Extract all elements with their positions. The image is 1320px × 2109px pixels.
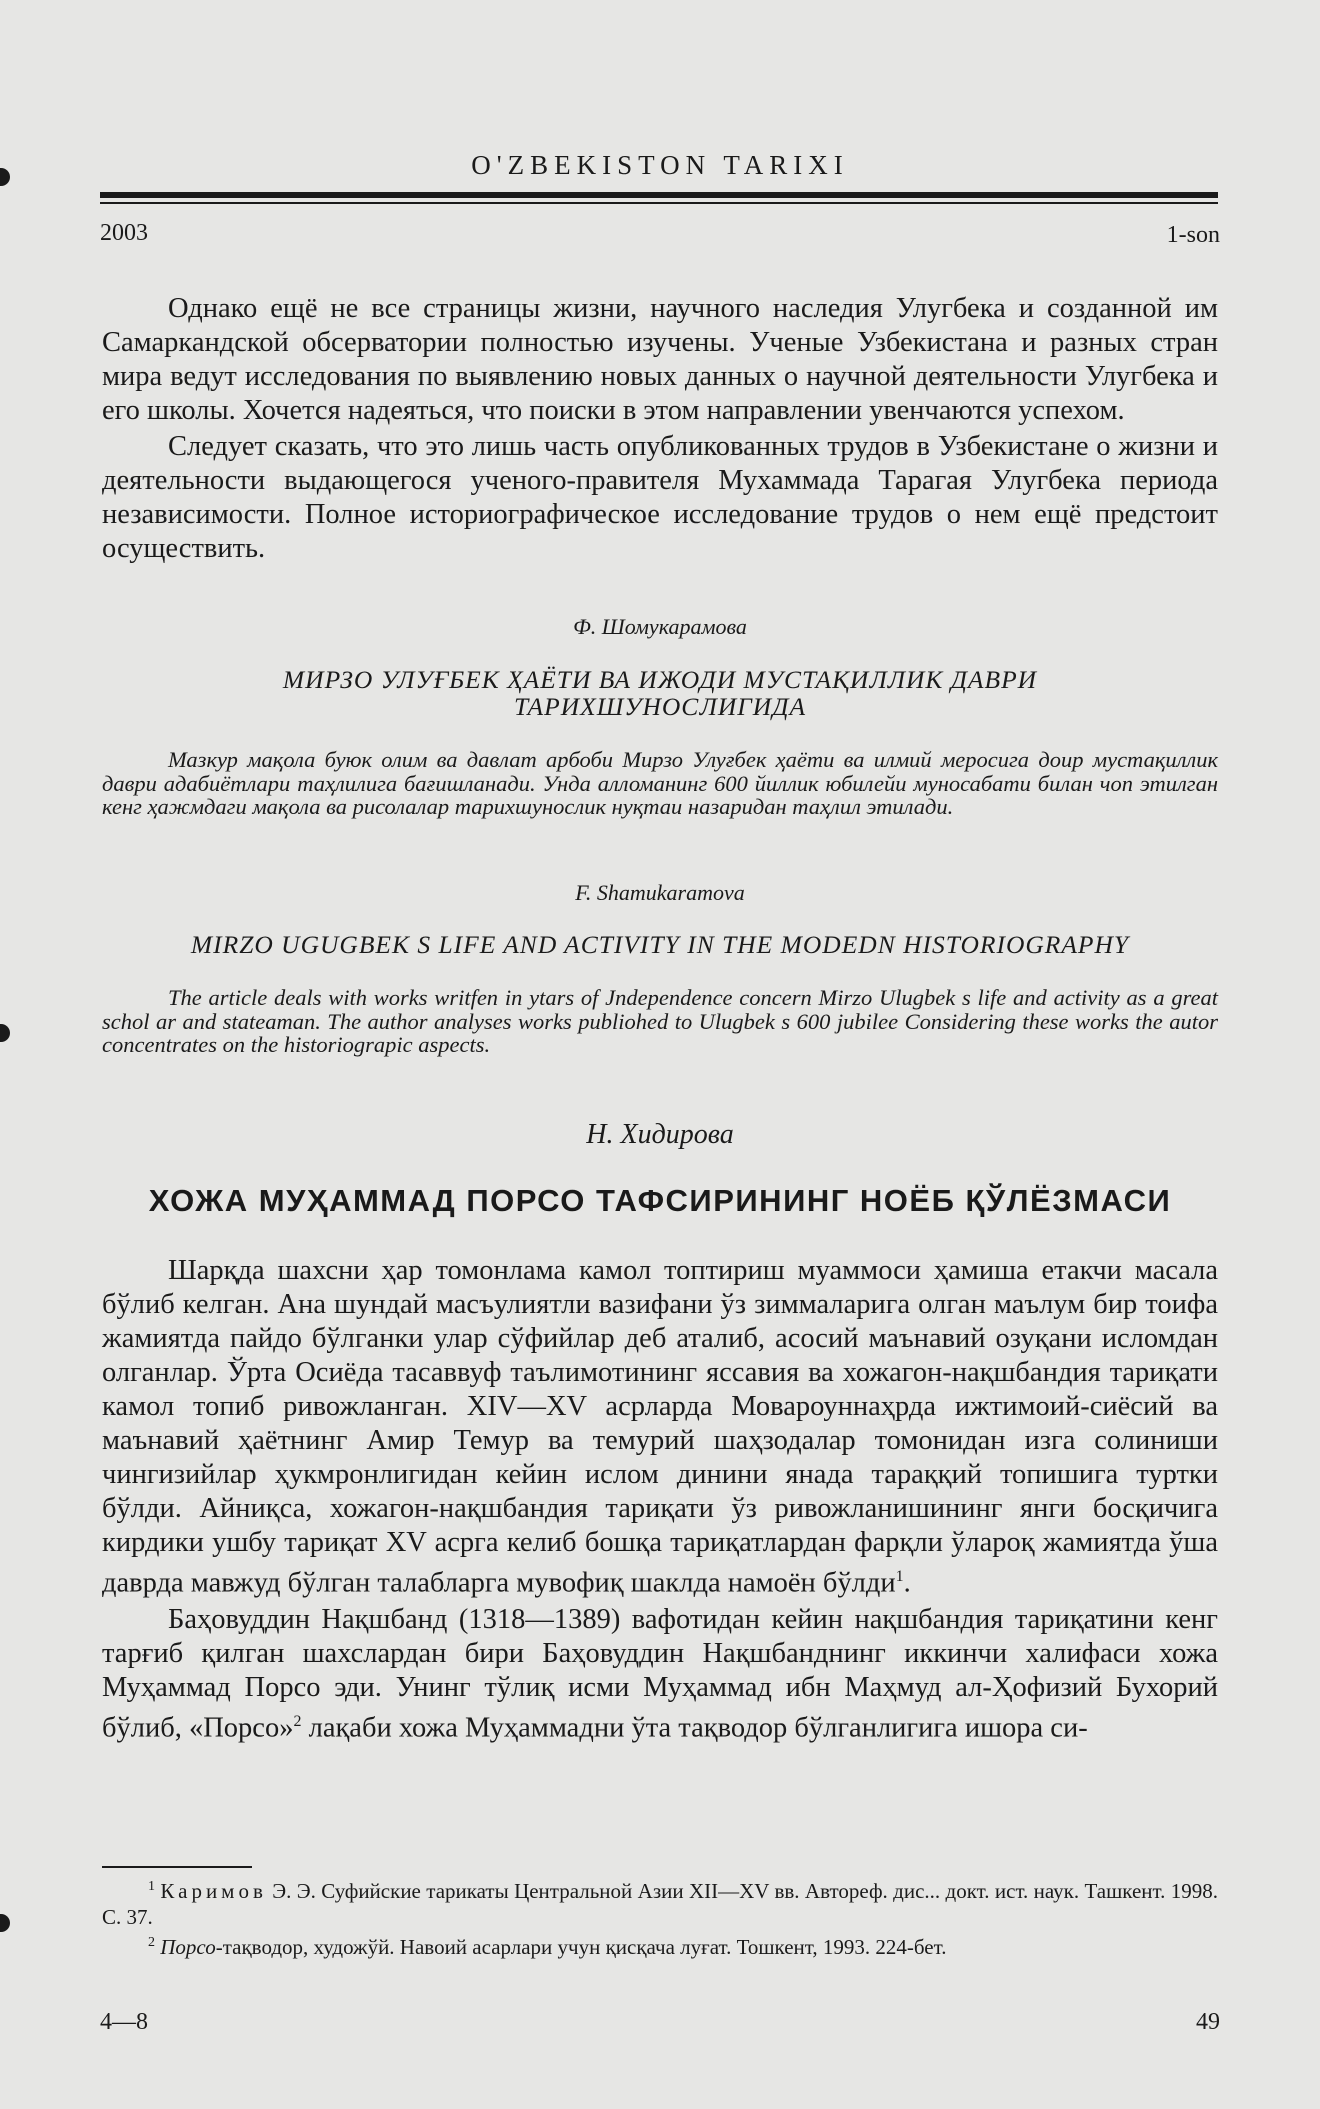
footnote-text: -тақводор, художўй. Навоий асарлари учун қисқача луғат. Тошкент, 1993. 224-бет.: [215, 1935, 947, 1959]
header-rule-thick: [100, 192, 1218, 198]
footnote-ref: 1: [895, 1568, 904, 1585]
section1-author: Ф. Шомукарамова: [573, 614, 747, 639]
article-paragraph-text: Шарқда шахсни ҳар томонлама камол топтириш муаммоси ҳамиша етакчи масала бўлиб келган. Ана шундай масъулиятли вазифани ўз зиммаларига олган маълум бир тоифа жамиятда пайдо бўлганки улар сўфийлар деб аталиб, асосий маънавий озуқани исломдан олганлар. Ўрта Осиёда тасаввуф таълимотининг яссавия ва хожагон-нақшбандия тариқати камол топиб ривожланган. XIV—XV асрларда Мовароуннаҳрда ижтимоий-сиёсий ва маънавий ҳаётнинг Амир Темур ва темурий шаҳзодалар томонидан изга солиниши чингизийлар ҳукмронлигидан кейин ислом динини янада тараққий топишига туртки бўлди. Айниқса, хожагон-нақшбандия тариқати ўз ривожланишининг янги босқичига кирдики ушбу тариқат XV асрга келиб бошқа тариқатлардан фарқли ўлароқ жамиятда ўша даврда мавжуд бўлган талабларга мувофиқ шаклда намоён бўлди: [102, 1255, 1218, 1599]
footnote-rule: [102, 1866, 252, 1868]
binding-hole: [0, 1914, 10, 1932]
section1-paragraph: Однако ещё не все страницы жизни, научного наследия Улугбека и созданной им Самаркандской обсерватории полностью изучены. Ученые Узбекистана и разных стран мира ведут исследования по выявлению новых данных о научной деятельности Улугбека и его школы. Хочется надеяться, что поиски в этом направлении увенчаются успехом.: [102, 293, 1218, 426]
abstract-en-title: MIRZO UGUGBEK S LIFE AND ACTIVITY IN THE MODEDN HISTORIOGRAPHY: [190, 930, 1130, 959]
footnote-2: $^2$ Порсо-тақводор, художўй. Навоий асарлари учун қисқача луғат. Тошкент, 1993. 224-бет.: [148, 1935, 947, 1959]
article-body: [102, 1254, 1218, 1747]
article-title: ХОЖА МУҲАММАД ПОРСО ТАФСИРИНИНГ НОЁБ ҚЎЛЁЗМАСИ: [148, 1183, 1172, 1218]
binding-hole: [0, 1024, 10, 1042]
footnote-1: $^1$ Каримов Э. Э. Суфийские тарикаты Центральной Азии XII—XV вв. Автореф. дис... докт. ист. наук. Ташкент. 1998. С. 37.: [102, 1879, 1219, 1929]
article-paragraph-text: Баҳовуддин Нақшбанд (1318—1389) вафотидан кейин нақшбандия тариқатини кенг тарғиб қилган шахслардан бири Баҳовуддин Нақшбанднинг иккинчи халифаси хожа Муҳаммад Порсо эди. Унинг тўлиқ исми Муҳаммад ибн Маҳмуд ал-Ҳофизий Бухорий бўлиб, «Порсо»: [102, 1603, 1218, 1743]
issue-number: 1-son: [1166, 222, 1220, 248]
article-paragraph: Шарқда шахсни ҳар томонлама камол топтириш муаммоси ҳамиша етакчи масала бўлиб келган. Ана шундай масъулиятли вазифани ўз зиммаларига олган маълум бир тоифа жамиятда пайдо бўлганки улар сўфийлар деб аталиб, асосий маънавий озуқани исломдан олганлар. Ўрта Осиёда тасаввуф таълимотининг яссавия ва хожагон-нақшбандия тариқати камол топиб ривожланган. XIV—XV асрларда Мовароуннаҳрда ижтимоий-сиёсий ва маънавий ҳаётнинг Амир Темур ва темурий шаҳзодалар томонидан изга солиниши чингизийлар ҳукмронлигидан кейин ислом динини янада тараққий топишига туртки бўлди. Айниқса, хожагон-нақшбандия тариқати ўз ривожланишининг янги босқичига кирдики ушбу тариқат XV асрга келиб бошқа тариқатлардан фарқли ўлароқ жамиятда ўша даврда мавжуд бўлган талабларга мувофиқ шаклда намоён бўлди$^1$.: [102, 1255, 1218, 1599]
abstract-uz-author: F. Shamukaramova: [575, 880, 745, 905]
section1-body: [102, 292, 1218, 568]
page-number: 49: [1196, 2009, 1220, 2035]
article-paragraph: [102, 1603, 1218, 1746]
article-author: Н. Хидирова: [586, 1119, 734, 1150]
abstract-en-text: The article deals with works writfen in ytars of Jndependence concern Mirzo Ulugbek s life and activity as a great schol ar and stateaman. The author analyses works publiohed to Ulugbek s 600 jubilee Considering these works the autor concentrates on the historiograpic aspects.: [102, 985, 1218, 1057]
issue-year: 2003: [100, 220, 148, 246]
journal-title: O'ZBEKISTON TARIXI: [471, 150, 849, 180]
section1-paragraph: Следует сказать, что это лишь часть опубликованных трудов в Узбекистане о жизни и деятельности выдающегося ученого-правителя Мухаммада Тарагая Улугбека периода независимости. Полное историографическое исследование трудов о нем ещё предстоит осуществить.: [102, 431, 1218, 564]
printer-signature: 4—8: [100, 2009, 148, 2035]
article-paragraph-text: лақаби хожа Муҳаммадни ўта тақводор бўлганлигига ишора си-: [301, 1712, 1088, 1743]
footnotes: [102, 1874, 1218, 1961]
footnote-author: Каримов: [160, 1879, 267, 1903]
abstract-uz-title: МИРЗО УЛУҒБЕК ҲАЁТИ ВА ИЖОДИ МУСТАҚИЛЛИК ДАВРИ ТАРИХШУНОСЛИГИДА: [282, 665, 1038, 721]
header-rule-thin: [100, 202, 1218, 204]
footnote-ref: 2: [293, 1712, 302, 1730]
footnote-term: Порсо: [160, 1935, 216, 1959]
abstract-uz-text: Мазкур мақола буюк олим ва давлат арбоби Мирзо Улуғбек ҳаёти ва илмий меросига доир мустақиллик даври адабиётлари таҳлилига бағишланади. Унда алломанинг 600 йиллик юбилейи муносабати билан чоп этилган кенг ҳажмдаги мақола ва рисолалар тарихшунослик нуқтаи назаридан таҳлил этилади.: [102, 747, 1218, 819]
footnote-text: Э. Э. Суфийские тарикаты Центральной Азии XII—XV вв. Автореф. дис... докт. ист. наук. Ташкент. 1998. С. 37.: [102, 1879, 1219, 1929]
